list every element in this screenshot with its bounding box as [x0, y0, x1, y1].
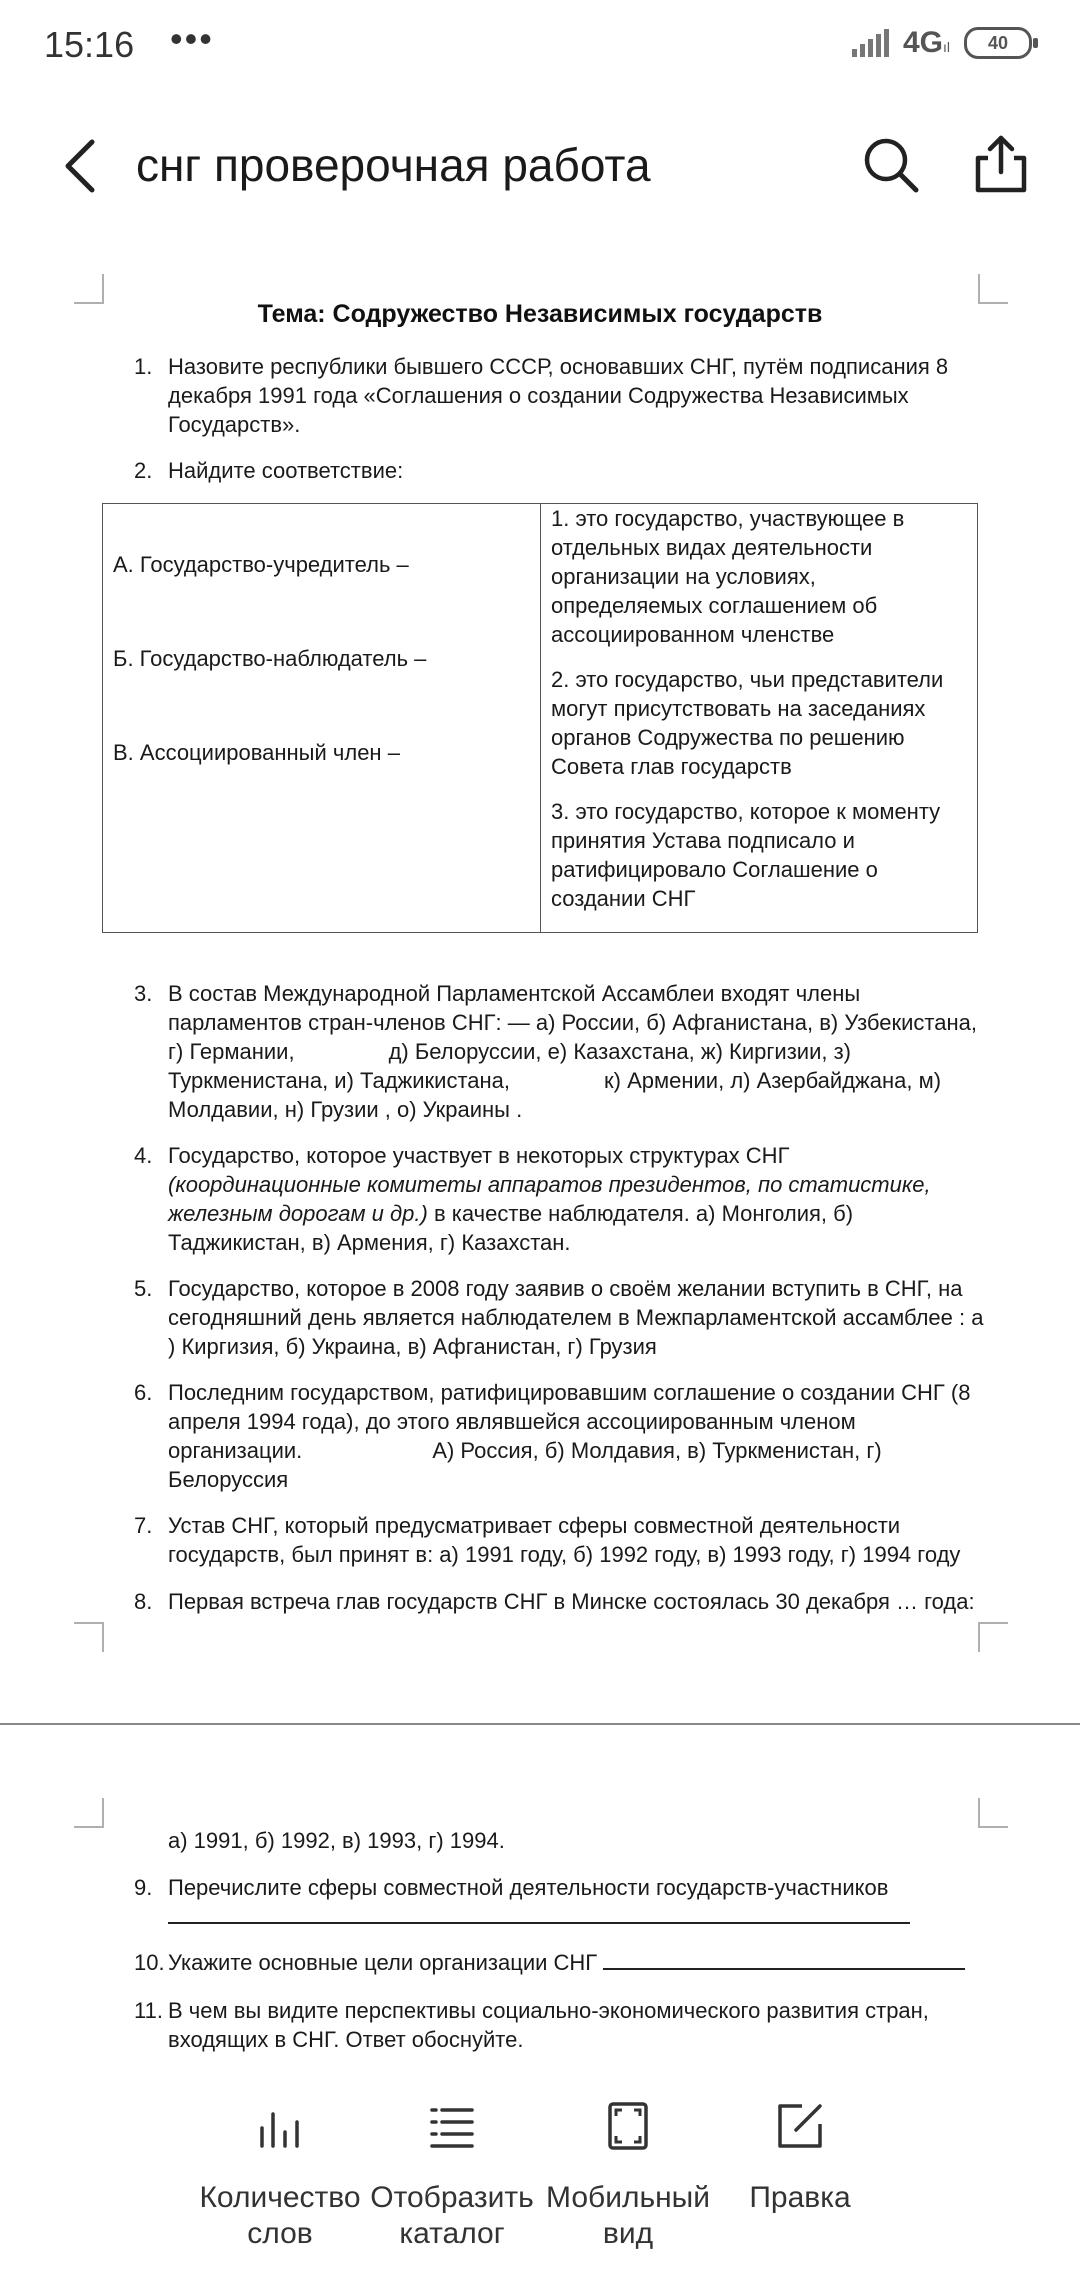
status-more-dots: •••: [170, 18, 214, 59]
bottom-toolbar: [0, 2060, 1080, 2280]
page-title: снг проверочная работа: [136, 139, 651, 191]
question-1: 1. Назовите республики бывшего СССР, основавших СНГ, путём подписания 8 декабря 1991 года «Соглашения о создании Содружества Независимых Государств».: [134, 354, 949, 437]
answer-blank-line: [168, 1904, 910, 1924]
definition-2: 2. это государство, чьи представители могут присутствовать на заседаниях органов Содружества по решению Совета глав государств: [551, 667, 944, 779]
matching-table-right-column: [541, 504, 977, 932]
page-corner-mark: [74, 1622, 104, 1652]
status-bar: [0, 0, 1080, 100]
word-count-label: Количество слов: [199, 2181, 361, 2250]
search-icon[interactable]: [862, 136, 920, 194]
page-corner-mark: [978, 1798, 1008, 1828]
word-count-button[interactable]: [190, 2060, 370, 2252]
page-corner-mark: [978, 1622, 1008, 1652]
question-3: 3. В состав Международной Парламентской Ассамблеи входят члены парламентов стран-членов СНГ: — а) России, б) Афганистана, в) Узбекистана, г) Германии, д) Белоруссии, е) Казахстана, ж) Киргизии, з) Туркменистана, и) Таджикистана, к) Армении, л) Азербайджана, м) Молдавии, н) Грузии , о) Украины .: [134, 981, 977, 1122]
status-time: 15:16: [44, 24, 135, 65]
mobile-view-button[interactable]: [538, 2060, 718, 2252]
edit-label: Правка: [749, 2181, 851, 2214]
term-observer: Б. Государство-наблюдатель –: [113, 646, 427, 671]
question-2: 2. Найдите соответствие:: [134, 458, 404, 483]
question-7: 7. Устав СНГ, который предусматривает сферы совместной деятельности государств, был принят в: а) 1991 году, б) 1992 году, в) 1993 году, г) 1994 году: [134, 1513, 961, 1567]
share-icon[interactable]: [972, 134, 1030, 194]
question-8-answers: а) 1991, б) 1992, в) 1993, г) 1994.: [168, 1828, 505, 1853]
status-indicators: [852, 26, 1032, 60]
edit-icon: [776, 2102, 824, 2150]
answer-blank-line: [603, 1950, 965, 1970]
list-icon: [428, 2102, 476, 2150]
term-founder: А. Государство-учредитель –: [113, 552, 409, 577]
question-10: 10. Укажите основные цели организации СНГ: [134, 1948, 984, 1977]
battery-icon: 40: [964, 27, 1032, 59]
question-5: 5. Государство, которое в 2008 году заявив о своём желании вступить в СНГ, на сегодняшний день является наблюдателем в Межпарламентской ассамблее : а ) Киргизия, б) Украина, в) Афганистан, г) Грузия: [134, 1276, 984, 1359]
network-type: 4Gıl: [902, 26, 950, 59]
question-11: 11. В чем вы видите перспективы социально-экономического развития стран, входящих в СНГ. Ответ обоснуйте.: [134, 1998, 929, 2052]
document-heading: Тема: Содружество Независимых государств: [257, 300, 823, 328]
term-associate: В. Ассоциированный член –: [113, 740, 400, 765]
show-catalog-button[interactable]: [362, 2060, 542, 2252]
mobile-view-label: Мобильный вид: [546, 2181, 710, 2250]
definition-3: 3. это государство, которое к моменту принятия Устава подписало и ратифицировало Соглашение о создании СНГ: [551, 799, 941, 911]
definition-1: 1. это государство, участвующее в отдельных видах деятельности организации на условиях, определяемых соглашением об ассоциированном членстве: [551, 506, 905, 647]
question-6: 6. Последним государством, ратифицировавшим соглашение о создании СНГ (8 апреля 1994 года), до этого являвшейся ассоциированным членом организации. А) Россия, б) Молдавия, в) Туркменистан, г) Белоруссия: [134, 1380, 971, 1492]
app-header: [0, 100, 1080, 230]
question-9: 9. Перечислите сферы совместной деятельности государств-участников: [134, 1873, 984, 1931]
signal-icon: [852, 29, 889, 57]
question-4: 4. Государство, которое участвует в некоторых структурах СНГ (координационные комитеты аппаратов президентов, по статистике, железным дорогам и др.) в качестве наблюдателя. а) Монголия, б) Таджикистан, в) Армения, г) Казахстан.: [134, 1143, 931, 1255]
question-8: 8. Первая встреча глав государств СНГ в Минске состоялась 30 декабря … года:: [134, 1589, 975, 1614]
edit-button[interactable]: [710, 2060, 890, 2216]
bar-chart-icon: [256, 2102, 304, 2150]
page-corner-mark: [74, 1798, 104, 1828]
mobile-view-icon: [604, 2102, 652, 2150]
show-catalog-label: Отобразить каталог: [370, 2181, 534, 2250]
matching-table: [102, 503, 978, 933]
page-divider: [0, 1723, 1080, 1725]
matching-table-left-column: [103, 504, 541, 932]
chevron-left-icon[interactable]: [60, 138, 100, 194]
